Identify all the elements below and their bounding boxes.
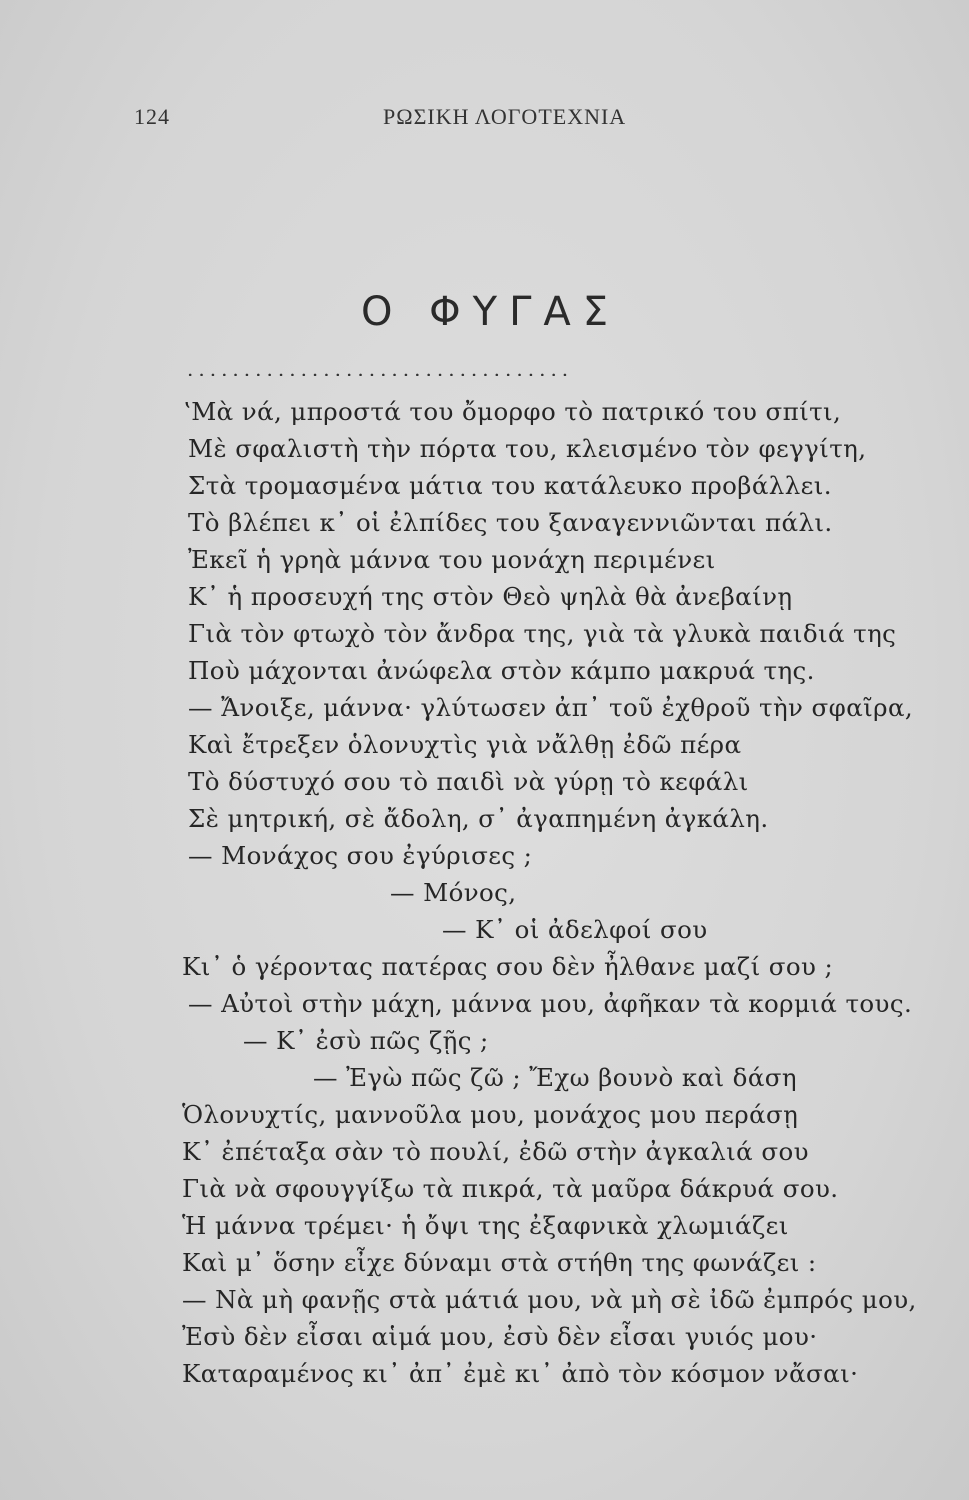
running-title: ΡΩΣΙΚΗ ΛΟΓΟΤΕΧΝΙΑ <box>383 104 627 129</box>
verse-line: Ἡ μάννα τρέμει· ἡ ὄψι της ἐξαφνικὰ χλωμιάζει <box>182 1211 789 1240</box>
verse-line: Σὲ μητρική, σὲ ἄδολη, σ᾽ ἀγαπημένη ἀγκάλη. <box>188 804 769 833</box>
verse-line: Καταραμένος κι᾽ ἀπ᾽ ἐμὲ κι᾽ ἀπὸ τὸν κόσμον νἄσαι· <box>182 1359 859 1388</box>
verse-line: Γιὰ νὰ σφουγγίξω τὰ πικρά, τὰ μαῦρα δάκρυά σου. <box>182 1174 839 1203</box>
verse-line: Ποὺ μάχονται ἀνώφελα στὸν κάμπο μακρυά της. <box>188 656 815 685</box>
verse-line: ʽΜὰ νά, μπροστά του ὄμορφο τὸ πατρικό του σπίτι, <box>183 397 842 426</box>
verse-line: Γιὰ τὸν φτωχὸ τὸν ἄνδρα της, γιὰ τὰ γλυκὰ παιδιά της <box>188 619 897 648</box>
verse-line: — Νὰ μὴ φανῇς στὰ μάτιά μου, νὰ μὴ σὲ ἰδῶ ἐμπρός μου, <box>182 1285 917 1314</box>
verse-line: Τὸ δύστυχό σου τὸ παιδὶ νὰ γύρῃ τὸ κεφάλι <box>188 767 749 796</box>
verse-line: — Μονάχος σου ἐγύρισες ; <box>188 841 533 870</box>
verse-line: Καὶ ἔτρεξεν ὁλονυχτὶς γιὰ νἄλθῃ ἐδῶ πέρα <box>188 730 742 759</box>
verse-line: Ἐσὺ δὲν εἶσαι αἱμά μου, ἐσὺ δὲν εἶσαι γυιός μου· <box>182 1322 818 1351</box>
verse-line: Καὶ μ᾽ ὅσην εἶχε δύναμι στὰ στήθη της φωνάζει : <box>182 1248 817 1277</box>
ellipsis-dots: .................................. <box>187 362 574 376</box>
verse-line: — Ἄνοιξε, μάννα· γλύτωσεν ἀπ᾽ τοῦ ἐχθροῦ τὴν σφαῖρα, <box>188 693 914 722</box>
verse-line: Κ᾽ ἡ προσευχή της στὸν Θεὸ ψηλὰ θὰ ἀνεβαίνῃ <box>188 582 793 611</box>
verse-line: — Κ᾽ ἐσὺ πῶς ζῇς ; <box>243 1026 489 1055</box>
verse-line: Κι᾽ ὁ γέροντας πατέρας σου δὲν ἦλθανε μαζί σου ; <box>182 952 834 981</box>
verse-line: — Μόνος, <box>390 878 517 907</box>
verse-line: Ἐκεῖ ἡ γρηὰ μάννα του μονάχη περιμένει <box>188 545 716 574</box>
poem-title: Ο ΦΥΓΑΣ <box>360 288 621 335</box>
verse-line: Στὰ τρομασμένα μάτια του κατάλευκο προβάλλει. <box>188 471 832 500</box>
page-header <box>0 104 969 134</box>
verse-line: Τὸ βλέπει κ᾽ οἱ ἐλπίδες του ξαναγεννιῶνται πάλι. <box>188 508 833 537</box>
verse-line: — Αὐτοὶ στὴν μάχη, μάννα μου, ἀφῆκαν τὰ κορμιά τους. <box>188 989 913 1018</box>
page-number: 124 <box>134 104 170 129</box>
verse-line: Κ᾽ ἐπέταξα σὰν τὸ πουλί, ἐδῶ στὴν ἀγκαλιά σου <box>182 1137 809 1166</box>
verse-line: — Ἐγὼ πῶς ζῶ ; Ἔχω βουνὸ καὶ δάση <box>313 1063 797 1092</box>
verse-line: — Κ᾽ οἱ ἀδελφοί σου <box>442 915 708 944</box>
verse-line: Μὲ σφαλιστὴ τὴν πόρτα του, κλεισμένο τὸν φεγγίτη, <box>188 434 867 463</box>
verse-line: Ὁλονυχτίς, μαννοῦλα μου, μονάχος μου περάσῃ <box>182 1100 799 1129</box>
